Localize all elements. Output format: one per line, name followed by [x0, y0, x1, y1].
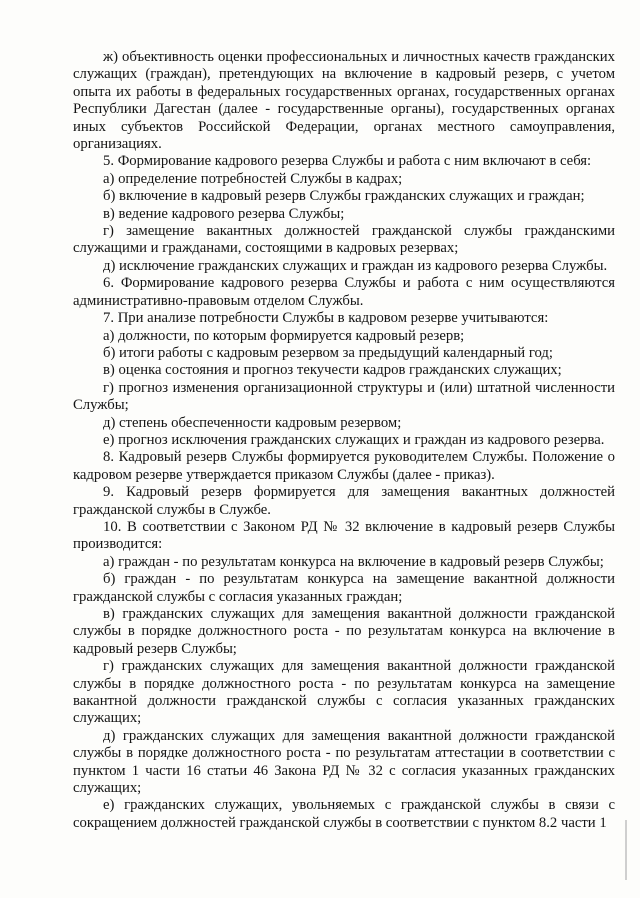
paragraph-7g: г) прогноз изменения организационной структуры и (или) штатной численности Службы;	[73, 379, 615, 414]
paragraph-10g: г) гражданских служащих для замещения вакантной должности гражданской службы в порядке должностного роста - по результатам конкурса на замещение вакантной должности гражданской службы с согласия указанных гражданских служащих;	[73, 658, 615, 727]
paragraph-7e: е) прогноз исключения гражданских служащих и граждан из кадрового резерва.	[103, 431, 605, 448]
paragraph-7v: в) оценка состояния и прогноз текучести кадров гражданских служащих;	[103, 362, 562, 379]
paragraph-10e: е) гражданских служащих, увольняемых с гражданской службы в связи с сокращением должностей гражданской службы в соответствии с пунктом 8.2 части 1	[73, 797, 615, 831]
paragraph-5b: б) включение в кадровый резерв Службы гражданских служащих и граждан;	[103, 188, 585, 205]
paragraph-8: 8. Кадровый резерв Службы формируется руководителем Службы. Положение о кадровом резерве утверждается приказом Службы (далее - приказ).	[73, 449, 615, 483]
paragraph-7a: а) должности, по которым формируется кадровый резерв;	[103, 327, 465, 344]
paragraph-7d: д) степень обеспеченности кадровым резервом;	[103, 414, 402, 431]
paragraph-zh: ж) объективность оценки профессиональных и личностных качеств гражданских служащих (граждан), претендующих на включение в кадровый резерв, с учетом опыта их работы в федеральных государственных органах, государственных органах Республики Дагестан (далее - государственные органы), государственных органах иных субъектов Российской Федерации, органах местного самоуправления, организациях.	[73, 49, 615, 153]
paragraph-6: 6. Формирование кадрового резерва Службы и работа с ним осуществляются административно-правовым отделом Службы.	[73, 275, 615, 309]
paragraph-7b: б) итоги работы с кадровым резервом за предыдущий календарный год;	[103, 344, 553, 361]
paragraph-5a: а) определение потребностей Службы в кадрах;	[103, 170, 403, 187]
paragraph-10: 10. В соответствии с Законом РД № 32 включение в кадровый резерв Службы производится:	[73, 518, 615, 553]
paragraph-5d: д) исключение гражданских служащих и граждан из кадрового резерва Службы.	[103, 257, 608, 274]
paragraph-5: 5. Формирование кадрового резерва Службы и работа с ним включают в себя:	[103, 153, 592, 170]
paragraph-5v: в) ведение кадрового резерва Службы;	[103, 205, 345, 222]
paragraph-9: 9. Кадровый резерв формируется для замещения вакантных должностей гражданской службы в Службе.	[73, 484, 615, 518]
paragraph-10a: а) граждан - по результатам конкурса на включение в кадровый резерв Службы;	[103, 553, 604, 570]
paragraph-10v: в) гражданских служащих для замещения вакантной должности гражданской службы в порядке должностного роста - по результатам конкурса на включение в кадровый резерв Службы;	[73, 606, 615, 657]
paragraph-7: 7. При анализе потребности Службы в кадровом резерве учитываются:	[103, 310, 549, 327]
paragraph-5g: г) замещение вакантных должностей гражданской службы гражданскими служащими и гражданами, состоящими в кадровых резервах;	[73, 223, 615, 257]
document-body	[73, 49, 615, 832]
paragraph-10d: д) гражданских служащих для замещения вакантной должности гражданской службы в порядке должностного роста - по результатам аттестации в соответствии с пунктом 1 части 16 статьи 46 Закона РД № 32 с согласия указанных гражданских служащих;	[73, 727, 615, 797]
paragraph-10b: б) граждан - по результатам конкурса на замещение вакантной должности гражданской службы с согласия указанных граждан;	[73, 571, 615, 605]
scan-edge-line	[625, 820, 627, 880]
